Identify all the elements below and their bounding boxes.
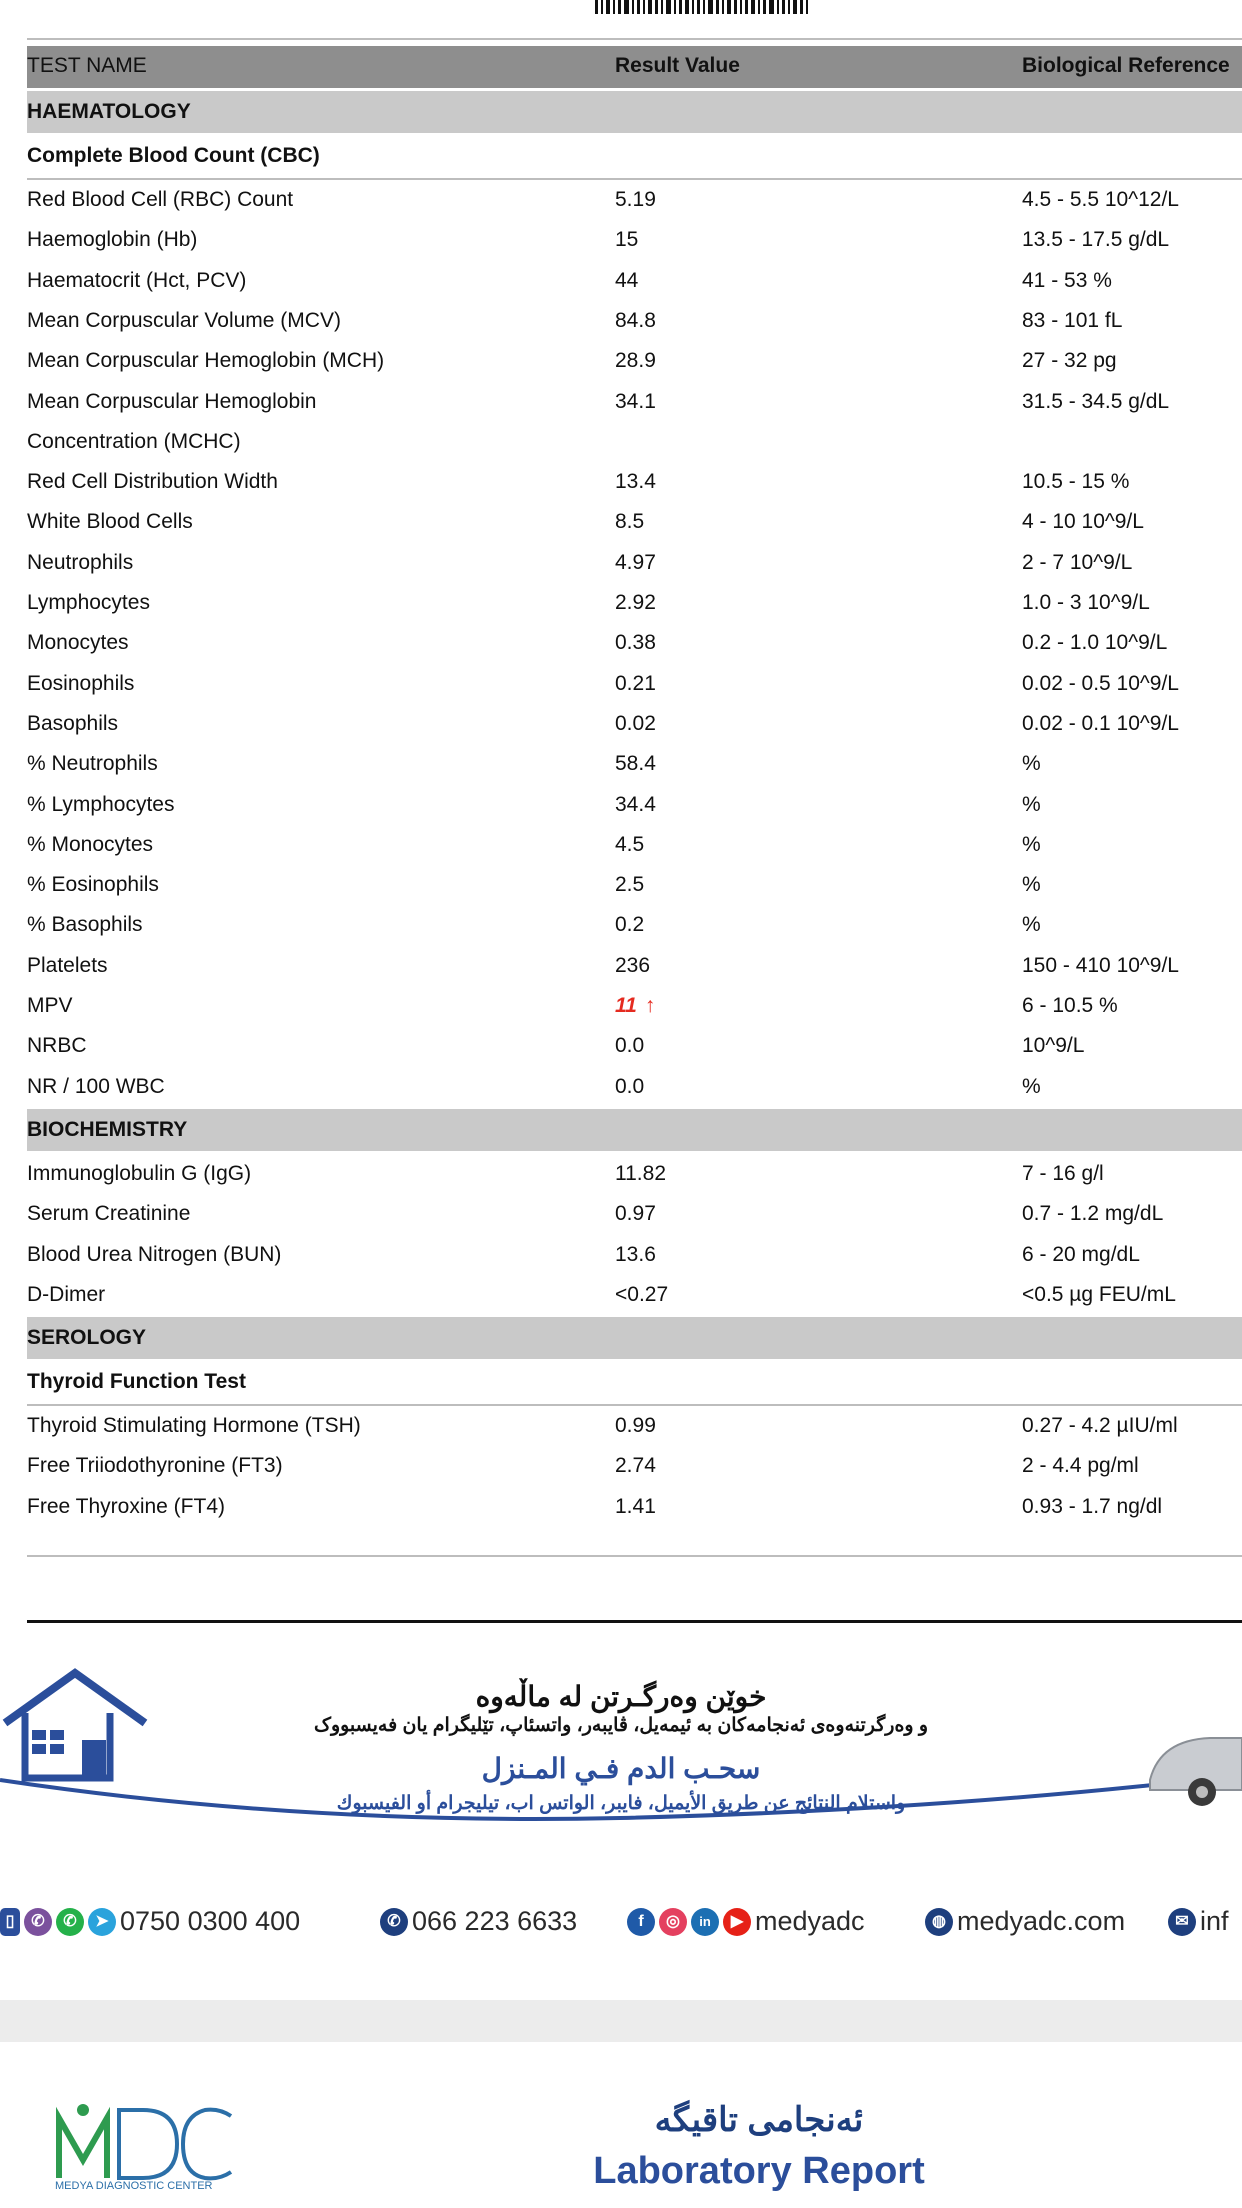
test-name: MPV [27,994,73,1017]
viber-icon: ✆ [24,1908,52,1936]
result-value: 2.74 [615,1454,656,1478]
logo-text: MDC [55,2102,58,2103]
email-link[interactable]: inf [1200,1906,1229,1936]
test-name: Mean Corpuscular Volume (MCV) [27,308,341,332]
table-row [0,545,1242,585]
social-handle[interactable]: medyadc [755,1906,865,1936]
reference-range: % [1022,752,1041,776]
reference-range: 0.7 - 1.2 mg/dL [1022,1202,1164,1226]
instagram-icon[interactable]: ◎ [659,1908,687,1936]
reference-range: 0.93 - 1.7 ng/dl [1022,1494,1163,1518]
header-reference: Biological Reference [1022,54,1230,77]
reference-range: 4 - 10 10^9/L [1022,510,1144,534]
test-name: White Blood Cells [27,510,193,534]
table-row [0,1277,1242,1317]
result-value: 0.21 [615,671,656,695]
footer-divider [27,1620,1242,1623]
test-name: Blood Urea Nitrogen (BUN) [27,1242,282,1266]
reference-range: 0.2 - 1.0 10^9/L [1022,631,1168,655]
test-name: Thyroid Stimulating Hormone (TSH) [27,1414,361,1438]
test-name: Haematocrit (Hct, PCV) [27,268,247,292]
header-result-value: Result Value [615,54,740,77]
table-row [0,787,1242,827]
test-name-continued: Concentration (MCHC) [27,429,241,453]
result-value: 0.0 [615,1074,645,1098]
subsection-title: Complete Blood Count (CBC) [27,144,320,167]
telegram-icon: ➤ [88,1908,116,1936]
test-name: % Lymphocytes [27,792,175,816]
flagged-value: 11 [615,994,637,1017]
whatsapp-icon: ✆ [56,1908,84,1936]
home-sampling-title-kurdish: خوێن وەرگـرتن لە ماڵەوە [475,1681,767,1712]
reference-range: 2 - 7 10^9/L [1022,550,1133,574]
table-row [0,907,1242,947]
test-name: Platelets [27,953,108,977]
table-row [0,1237,1242,1277]
header-test-name: TEST NAME [27,54,147,77]
test-name: Mean Corpuscular Hemoglobin (MCH) [27,349,385,373]
table-row [0,625,1242,665]
reference-range: % [1022,832,1041,856]
logo-subtitle: MEDYA DIAGNOSTIC CENTER [55,2180,213,2192]
subsection-title: Thyroid Function Test [27,1370,246,1394]
test-name: D-Dimer [27,1282,106,1306]
table-row [0,746,1242,786]
test-name: Free Triiodothyronine (FT3) [27,1454,283,1478]
table-row [0,867,1242,907]
barcode [595,0,895,14]
table-row [0,1156,1242,1196]
email-icon: ✉ [1168,1908,1196,1936]
website-link[interactable]: medyadc.com [957,1906,1126,1936]
result-value: <0.27 [615,1282,669,1306]
linkedin-icon[interactable]: in [691,1908,719,1936]
reference-range: % [1022,873,1041,897]
result-value: 0.0 [615,1034,645,1058]
table-row [0,263,1242,303]
test-name: Haemoglobin (Hb) [27,228,198,252]
reference-range: 41 - 53 % [1022,268,1112,292]
mobile-icon: ▯ [0,1908,20,1936]
reference-range: 6 - 10.5 % [1022,994,1118,1017]
table-row [0,464,1242,504]
test-name: Immunoglobulin G (IgG) [27,1161,252,1185]
result-value: 58.4 [615,752,656,776]
result-value: 2.5 [615,873,645,897]
test-name: Eosinophils [27,671,135,695]
table-row [0,303,1242,343]
table-row-continuation [0,424,1242,464]
reference-range: <0.5 µg FEU/mL [1022,1282,1176,1306]
section-title: BIOCHEMISTRY [27,1117,188,1141]
reference-range: 83 - 101 fL [1022,308,1123,332]
table-row [0,585,1242,625]
test-name: Red Cell Distribution Width [27,470,278,494]
section-title: SEROLOGY [27,1326,147,1350]
result-value: 28.9 [615,349,656,373]
test-name: NR / 100 WBC [27,1074,165,1098]
reference-range: 1.0 - 3 10^9/L [1022,591,1150,614]
table-row [0,827,1242,867]
result-value [615,994,655,1018]
result-value: 0.97 [615,1202,656,1226]
reference-range: % [1022,913,1041,937]
result-value: 236 [615,953,651,977]
reference-range: 4.5 - 5.5 10^12/L [1022,188,1179,211]
table-row [0,1489,1242,1529]
home-sampling-sub-arabic: واستلام النتائج عن طريق الأيميل، فايبر، الواتس اب، تيليجرام أو الفيسبوك [336,1793,906,1814]
result-value: 34.4 [615,792,656,816]
table-row [0,666,1242,706]
phone-icon: ✆ [380,1908,408,1936]
result-value: 11.82 [615,1161,666,1185]
youtube-icon[interactable]: ▶ [723,1908,751,1936]
reference-range: 7 - 16 g/l [1022,1161,1104,1185]
test-name: NRBC [27,1034,87,1058]
table-row [0,1408,1242,1448]
section-header [27,1109,1242,1151]
test-name: Monocytes [27,631,129,655]
reference-range: 31.5 - 34.5 g/dL [1022,389,1170,413]
table-row [0,1448,1242,1488]
reference-range: 13.5 - 17.5 g/dL [1022,228,1170,252]
contact-line [0,1904,1242,1944]
test-name: Red Blood Cell (RBC) Count [27,188,294,211]
mobile-number[interactable]: 0750 0300 400 [120,1906,301,1936]
result-value: 13.4 [615,470,656,494]
reference-range: 10^9/L [1022,1034,1085,1058]
table-row [0,504,1242,544]
table-row [0,988,1242,1028]
table-row [0,1196,1242,1236]
reference-range: 0.02 - 0.5 10^9/L [1022,671,1179,695]
high-arrow-icon: ↑ [644,994,656,1017]
test-name: % Monocytes [27,832,154,856]
result-value: 0.2 [615,913,645,937]
test-name: Mean Corpuscular Hemoglobin [27,389,317,413]
report-title-kurdish: ئەنجامی تاقیگە [654,2101,864,2139]
result-value: 44 [615,268,639,292]
test-name: Basophils [27,711,119,735]
subsection-header [27,136,1242,180]
table-row [0,182,1242,222]
reference-range: 0.27 - 4.2 µIU/ml [1022,1414,1178,1438]
result-value: 15 [615,228,639,252]
divider [27,1555,1242,1557]
result-value: 2.92 [615,591,656,614]
test-name: Free Thyroxine (FT4) [27,1494,225,1518]
reference-range: % [1022,1074,1041,1098]
test-name: % Neutrophils [27,752,158,776]
reference-range: 2 - 4.4 pg/ml [1022,1454,1139,1478]
divider [27,38,1242,40]
subsection-header [27,1362,1242,1406]
page-gap [0,2000,1242,2042]
reference-range: 150 - 410 10^9/L [1022,953,1179,977]
table-row [0,948,1242,988]
result-value: 0.38 [615,631,656,655]
result-value: 5.19 [615,188,656,211]
test-name: Lymphocytes [27,591,150,614]
section-title: HAEMATOLOGY [27,100,191,123]
table-header [27,46,1242,88]
facebook-icon[interactable]: f [627,1908,655,1936]
section-header [27,1317,1242,1359]
reference-range: % [1022,792,1041,816]
result-value: 13.6 [615,1242,656,1266]
landline-number[interactable]: 066 223 6633 [412,1906,578,1936]
table-row [0,222,1242,262]
reference-range: 6 - 20 mg/dL [1022,1242,1140,1266]
result-value: 34.1 [615,389,656,413]
reference-range: 0.02 - 0.1 10^9/L [1022,711,1179,735]
globe-icon: ◍ [925,1908,953,1936]
result-value: 4.5 [615,832,645,856]
reference-range: 10.5 - 15 % [1022,470,1130,494]
result-value: 4.97 [615,550,656,574]
home-sampling-title-arabic: سحـب الدم فـي المـنزل [481,1753,761,1784]
result-value: 84.8 [615,308,656,332]
test-name: % Basophils [27,913,143,937]
result-value: 1.41 [615,1494,656,1518]
result-value: 8.5 [615,510,645,534]
home-sampling-sub-kurdish: و وەرگرتنەوەی ئەنجامەکان بە ئیمەیل، ڤایبەر، واتسئاپ، تێلیگرام یان فەیسبووک [313,1715,929,1736]
report-page-2 [0,2042,1242,2208]
table-row [0,706,1242,746]
result-value: 0.99 [615,1414,656,1438]
test-name: Neutrophils [27,550,134,574]
section-header [27,91,1242,133]
table-row [0,343,1242,383]
test-name: Serum Creatinine [27,1202,191,1226]
table-row [0,1069,1242,1109]
table-row [0,384,1242,424]
reference-range: 27 - 32 pg [1022,349,1117,373]
table-row [0,1028,1242,1068]
test-name: % Eosinophils [27,873,159,897]
result-value: 0.02 [615,711,656,735]
report-title-english: Laboratory Report [593,2150,925,2192]
